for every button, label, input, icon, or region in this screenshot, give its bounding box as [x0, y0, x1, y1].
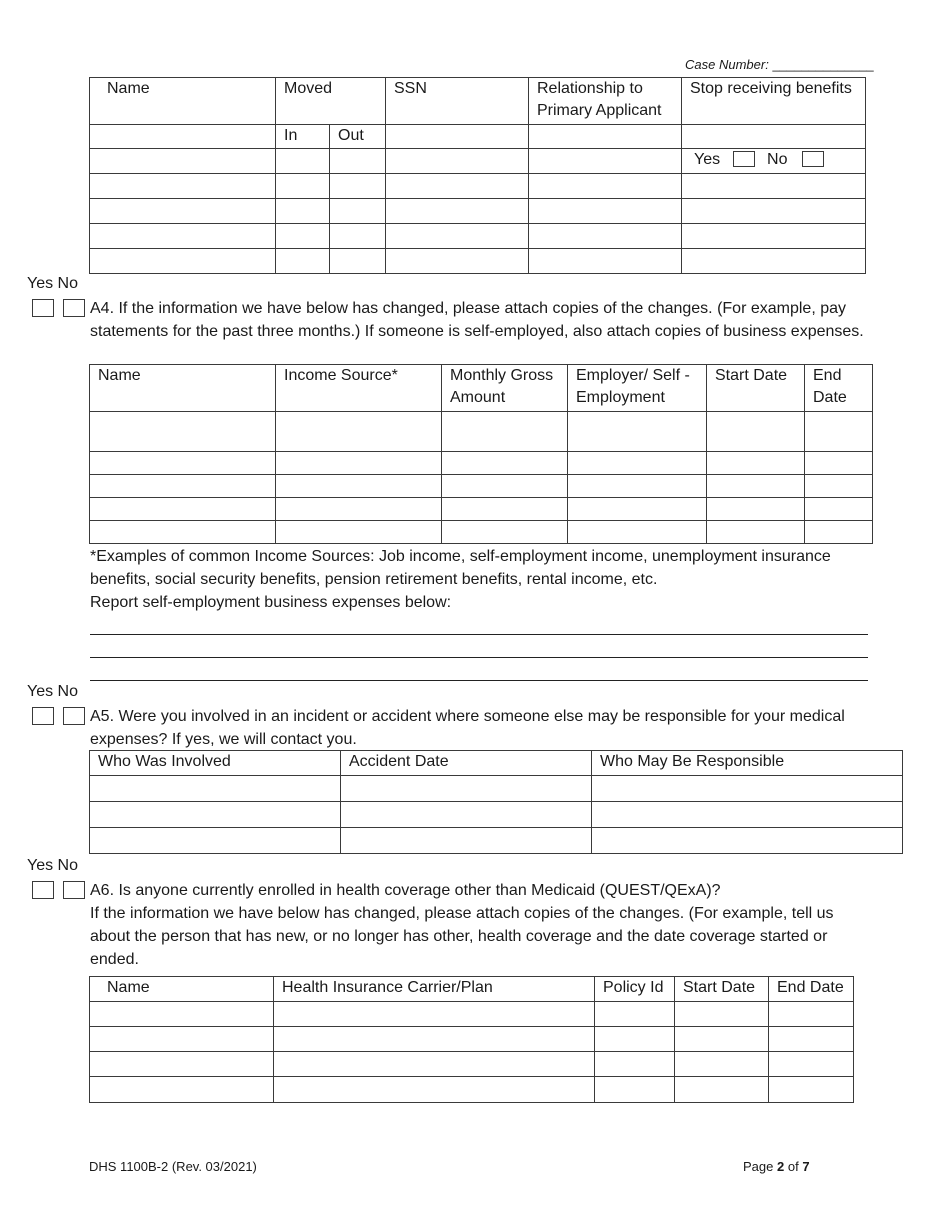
col-header-moved-out: Out: [330, 125, 386, 149]
table-row: [90, 828, 903, 854]
a5-question: A5. Were you involved in an incident or accident where someone else may be responsible for your medical expenses? If yes, we will contact you.: [90, 708, 845, 748]
col-header-moved: Moved: [276, 78, 386, 125]
col-header-accident-date: Accident Date: [341, 751, 592, 776]
a4-yes-checkbox[interactable]: [32, 299, 54, 317]
table-cell[interactable]: [90, 412, 276, 452]
table-cell[interactable]: [592, 776, 903, 802]
table-cell[interactable]: [595, 1052, 675, 1077]
col-header-monthly-gross: Monthly Gross Amount: [442, 365, 568, 412]
col-header-name: Name: [90, 977, 274, 1002]
table-cell[interactable]: [274, 1077, 595, 1103]
col-header-policy-id: Policy Id: [595, 977, 675, 1002]
a4-no-checkbox[interactable]: [63, 299, 85, 317]
table-cell[interactable]: [276, 475, 442, 498]
a5-no-checkbox[interactable]: [63, 707, 85, 725]
income-table: [89, 364, 873, 544]
case-number-blank[interactable]: ______________: [772, 57, 874, 72]
table-cell[interactable]: [330, 149, 386, 174]
accident-table: [89, 750, 903, 854]
table-row: [90, 475, 873, 498]
table-cell[interactable]: [330, 174, 386, 199]
a4-question: A4. If the information we have below has changed, please attach copies of the changes. (For example, pay statements for the past three months.) If someone is self-employed, also attach copies of business expenses.: [90, 300, 864, 340]
a5-yes-no-label: Yes No: [27, 683, 78, 700]
table-cell[interactable]: [529, 174, 682, 199]
col-header-start-date: Start Date: [707, 365, 805, 412]
table-row: [90, 174, 866, 199]
table-cell[interactable]: [386, 249, 529, 274]
page-of: of: [787, 1159, 799, 1174]
table-row: [90, 802, 903, 828]
table-cell[interactable]: [592, 802, 903, 828]
table-cell[interactable]: [442, 521, 568, 544]
page-indicator: [743, 1159, 810, 1174]
table-cell[interactable]: [707, 521, 805, 544]
table-cell[interactable]: [330, 249, 386, 274]
table-cell[interactable]: [568, 452, 707, 475]
table-cell[interactable]: [529, 125, 682, 149]
table-cell[interactable]: [769, 1002, 854, 1027]
table-cell[interactable]: [276, 412, 442, 452]
case-number-field[interactable]: [685, 57, 874, 72]
col-header-income-source: Income Source*: [276, 365, 442, 412]
income-source-footnote: *Examples of common Income Sources: Job income, self-employment income, unemployment insurance benefits, social security benefits, pension retirement benefits, rental income, etc.: [90, 548, 831, 588]
table-cell[interactable]: [90, 1052, 274, 1077]
table-cell[interactable]: [276, 174, 330, 199]
table-cell[interactable]: [529, 249, 682, 274]
table-cell[interactable]: [592, 828, 903, 854]
table-cell[interactable]: [682, 249, 866, 274]
table-row: [90, 149, 866, 174]
table-cell[interactable]: [276, 249, 330, 274]
table-cell[interactable]: [90, 1077, 274, 1103]
no-checkbox[interactable]: [802, 151, 824, 167]
table-cell[interactable]: [805, 412, 873, 452]
table-cell[interactable]: [442, 412, 568, 452]
col-header-carrier-plan: Health Insurance Carrier/Plan: [274, 977, 595, 1002]
col-header-employer: Employer/ Self - Employment: [568, 365, 707, 412]
table-row: [90, 224, 866, 249]
table-cell[interactable]: [805, 498, 873, 521]
table-cell[interactable]: [529, 149, 682, 174]
col-header-who-involved: Who Was Involved: [90, 751, 341, 776]
table-row: [90, 776, 903, 802]
table-cell[interactable]: [386, 149, 529, 174]
table-cell[interactable]: [805, 475, 873, 498]
no-label: No: [767, 151, 788, 168]
col-header-stop-benefits: Stop receiving benefits: [682, 78, 866, 125]
table-cell[interactable]: [707, 498, 805, 521]
table-cell[interactable]: [276, 199, 330, 224]
col-header-name: Name: [90, 365, 276, 412]
stop-benefits-choice: [682, 149, 866, 174]
table-cell[interactable]: [568, 475, 707, 498]
table-cell[interactable]: [90, 498, 276, 521]
table-row: [90, 1052, 854, 1077]
a6-yes-checkbox[interactable]: [32, 881, 54, 899]
col-header-moved-in: In: [276, 125, 330, 149]
table-cell[interactable]: [90, 521, 276, 544]
table-cell[interactable]: [769, 1027, 854, 1052]
table-cell[interactable]: [805, 452, 873, 475]
table-cell[interactable]: [341, 828, 592, 854]
household-table: [89, 77, 866, 274]
table-cell[interactable]: [386, 199, 529, 224]
table-cell[interactable]: [90, 475, 276, 498]
page-word: Page: [743, 1159, 774, 1174]
table-cell[interactable]: [595, 1002, 675, 1027]
table-cell[interactable]: [90, 199, 276, 224]
table-cell[interactable]: [675, 1002, 769, 1027]
table-cell[interactable]: [707, 452, 805, 475]
table-cell[interactable]: [90, 149, 276, 174]
table-cell[interactable]: [707, 412, 805, 452]
table-cell[interactable]: [341, 802, 592, 828]
table-cell[interactable]: [568, 412, 707, 452]
table-row: [90, 498, 873, 521]
table-cell[interactable]: [90, 174, 276, 199]
table-cell[interactable]: [675, 1077, 769, 1103]
table-row: [90, 249, 866, 274]
table-cell[interactable]: [442, 452, 568, 475]
a6-instructions: If the information we have below has changed, please attach copies of the changes. (For example, tell us about the person that has new, or no longer has other, health coverage and the date coverage started or ended.: [90, 905, 834, 968]
table-cell[interactable]: [769, 1052, 854, 1077]
table-cell[interactable]: [276, 521, 442, 544]
table-cell[interactable]: [442, 475, 568, 498]
yes-label: Yes: [694, 151, 721, 168]
table-cell[interactable]: [90, 224, 276, 249]
table-cell[interactable]: [386, 125, 529, 149]
table-cell[interactable]: [568, 521, 707, 544]
table-cell[interactable]: [386, 224, 529, 249]
table-cell[interactable]: [595, 1027, 675, 1052]
yes-checkbox[interactable]: [733, 151, 755, 167]
table-cell[interactable]: [330, 224, 386, 249]
table-cell[interactable]: [341, 776, 592, 802]
a5-yes-checkbox[interactable]: [32, 707, 54, 725]
col-header-name: Name: [90, 78, 276, 125]
table-cell[interactable]: [769, 1077, 854, 1103]
a6-no-checkbox[interactable]: [63, 881, 85, 899]
col-header-start-date: Start Date: [675, 977, 769, 1002]
table-cell[interactable]: [90, 1027, 274, 1052]
table-cell[interactable]: [675, 1027, 769, 1052]
table-cell[interactable]: [682, 199, 866, 224]
table-cell[interactable]: [595, 1077, 675, 1103]
table-cell[interactable]: [90, 452, 276, 475]
form-id: DHS 1100B-2 (Rev. 03/2021): [89, 1159, 257, 1174]
table-cell[interactable]: [276, 224, 330, 249]
table-cell[interactable]: [529, 199, 682, 224]
table-cell[interactable]: [90, 802, 341, 828]
table-cell[interactable]: [276, 149, 330, 174]
table-cell[interactable]: [568, 498, 707, 521]
business-expenses-line-1[interactable]: [90, 634, 868, 635]
business-expenses-line-3[interactable]: [90, 680, 868, 681]
table-cell[interactable]: [276, 452, 442, 475]
table-cell[interactable]: [442, 498, 568, 521]
page-total: 7: [802, 1159, 810, 1174]
col-header-end-date: End Date: [805, 365, 873, 412]
table-row: [90, 1077, 854, 1103]
table-row: [90, 412, 873, 452]
table-cell[interactable]: [682, 174, 866, 199]
table-cell[interactable]: [805, 521, 873, 544]
table-cell[interactable]: [682, 224, 866, 249]
table-cell[interactable]: [90, 776, 341, 802]
table-cell[interactable]: [386, 174, 529, 199]
table-cell[interactable]: [274, 1052, 595, 1077]
table-cell[interactable]: [276, 498, 442, 521]
col-header-relationship: Relationship to Primary Applicant: [529, 78, 682, 125]
table-cell[interactable]: [675, 1052, 769, 1077]
business-expenses-prompt: Report self-employment business expenses below:: [90, 594, 452, 611]
table-row: [90, 1027, 854, 1052]
page-current: 2: [777, 1159, 785, 1174]
table-cell[interactable]: [274, 1027, 595, 1052]
col-header-ssn: SSN: [386, 78, 529, 125]
table-cell[interactable]: [682, 125, 866, 149]
table-cell[interactable]: [707, 475, 805, 498]
table-cell[interactable]: [330, 199, 386, 224]
table-cell[interactable]: [90, 828, 341, 854]
table-cell[interactable]: [90, 249, 276, 274]
business-expenses-line-2[interactable]: [90, 657, 868, 658]
table-row: [90, 452, 873, 475]
table-row: [90, 1002, 854, 1027]
a6-yes-no-label: Yes No: [27, 857, 78, 874]
health-coverage-table: [89, 976, 854, 1103]
table-cell[interactable]: [274, 1002, 595, 1027]
col-header-who-responsible: Who May Be Responsible: [592, 751, 903, 776]
table-row: [90, 199, 866, 224]
case-number-label: Case Number:: [685, 57, 769, 72]
table-cell[interactable]: [90, 1002, 274, 1027]
a6-question: A6. Is anyone currently enrolled in health coverage other than Medicaid (QUEST/QExA)?: [90, 882, 721, 899]
a4-yes-no-label: Yes No: [27, 275, 78, 292]
table-cell[interactable]: [529, 224, 682, 249]
table-cell[interactable]: [90, 125, 276, 149]
table-row: [90, 521, 873, 544]
col-header-end-date: End Date: [769, 977, 854, 1002]
